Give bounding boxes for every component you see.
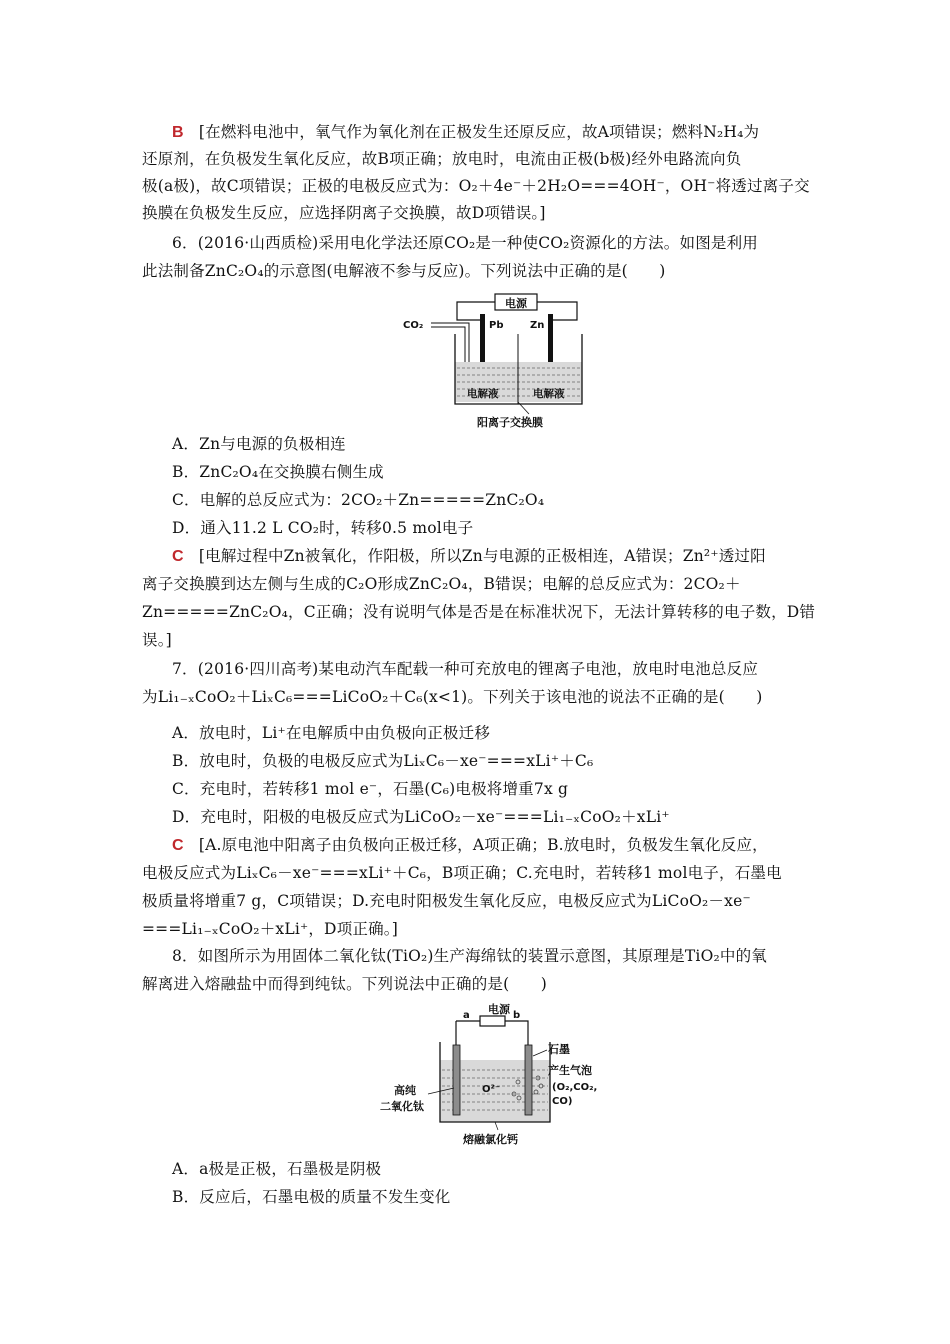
membrane-label: 阳离子交换膜 xyxy=(477,416,543,429)
option-6a: A．Zn与电源的负极相连 xyxy=(172,435,346,453)
option-7d: D．充电时，阳极的电极反应式为LiCoO₂－xe⁻===Li₁₋ₓCoO₂＋xLi⁺ xyxy=(172,808,670,826)
text-line: 极质量将增重7 g，C项错误；D.充电时阳极发生氧化反应，电极反应式为LiCoO₂－xe⁻ xyxy=(142,892,751,910)
tio2-label-1: 高纯 xyxy=(394,1084,416,1097)
text-line: 为Li₁₋ₓCoO₂＋LiₓC₆===LiCoO₂＋C₆(x<1)。下列关于该电池的说法不正确的是( ) xyxy=(142,688,763,706)
text-line: 电极反应式为LiₓC₆－xe⁻===xLi⁺＋C₆，B项正确；C.充电时，若转移1 mol电子，石墨电 xyxy=(142,864,782,882)
option-8a: A．a极是正极，石墨极是阴极 xyxy=(172,1160,382,1178)
tio2-label-2: 二氧化钛 xyxy=(380,1100,424,1113)
b-label: b xyxy=(513,1010,521,1021)
pb-label: Pb xyxy=(489,320,504,331)
answer-letter: C xyxy=(172,548,184,565)
a-label: a xyxy=(463,1010,470,1021)
text-line: ===Li₁₋ₓCoO₂＋xLi⁺，D项正确。] xyxy=(142,920,398,938)
text-line: 此法制备ZnC₂O₄的示意图(电解液不参与反应)。下列说法中正确的是( ) xyxy=(142,262,666,280)
option-7b: B．放电时，负极的电极反应式为LiₓC₆－xe⁻===xLi⁺＋C₆ xyxy=(172,752,594,770)
text-line: 换膜在负极发生反应，应选择阴离子交换膜，故D项错误。] xyxy=(142,204,546,222)
text-line: B [在燃料电池中，氧气作为氧化剂在正极发生还原反应，故A项错误；燃料N₂H₄为 xyxy=(172,123,760,141)
power-label-2: 电源 xyxy=(488,1003,510,1016)
gases-label-2: CO) xyxy=(552,1096,573,1107)
electrolyte-right-label: 电解液 xyxy=(533,388,565,400)
electrolyte-left-label: 电解液 xyxy=(467,388,499,400)
text-line: Zn=====ZnC₂O₄，C正确；没有说明气体是否是在标准状况下，无法计算转移的电子数，D错 xyxy=(142,603,816,621)
text-line: 离子交换膜到达左侧与生成的C₂O形成ZnC₂O₄，B错误；电解的总反应式为：2CO₂＋ xyxy=(142,575,741,593)
text-line: 还原剂，在负极发生氧化反应，故B项正确；放电时，电流由正极(b极)经外电路流向负 xyxy=(142,150,742,168)
option-7a: A．放电时，Li⁺在电解质中由负极向正极迁移 xyxy=(172,724,491,742)
question-7-stem: 7．(2016·四川高考)某电动汽车配载一种可充放电的锂离子电池，放电时电池总反应 xyxy=(172,660,759,678)
question-8-stem: 8．如图所示为用固体二氧化钛(TiO₂)生产海绵钛的装置示意图，其原理是TiO₂中的氧 xyxy=(172,947,767,965)
text-line: C [A.原电池中阳离子由负极向正极迁移，A项正确；B.放电时，负极发生氧化反应， xyxy=(172,836,768,854)
power-label: 电源 xyxy=(505,297,527,310)
option-7c: C．充电时，若转移1 mol e⁻，石墨(C₆)电极将增重7x g xyxy=(172,780,569,798)
text-line: 极(a极)，故C项错误；正极的电极反应式为：O₂＋4e⁻＋2H₂O===4OH⁻，OH⁻将透过离子交 xyxy=(142,177,810,195)
option-6b: B．ZnC₂O₄在交换膜右侧生成 xyxy=(172,463,384,481)
option-6d: D．通入11.2 L CO₂时，转移0.5 mol电子 xyxy=(172,519,474,537)
option-6c: C．电解的总反应式为：2CO₂＋Zn=====ZnC₂O₄ xyxy=(172,491,545,509)
answer-letter: C xyxy=(172,837,184,854)
ion-label: O²⁻ xyxy=(482,1084,501,1095)
co2-label: CO₂ xyxy=(403,320,424,331)
text-line: 解离进入熔融盐中而得到纯钛。下列说法中正确的是( ) xyxy=(142,975,547,993)
text-line: C [电解过程中Zn被氧化，作阳极，所以Zn与电源的正极相连，A错误；Zn²⁺透过阳 xyxy=(172,547,766,565)
text-line: 误。] xyxy=(142,631,172,649)
bubbles-label: 产生气泡 xyxy=(548,1064,592,1077)
electrolysis-figure-1 xyxy=(395,290,595,430)
zn-label: Zn xyxy=(530,320,545,331)
answer-letter: B xyxy=(172,124,184,141)
graphite-label: 石墨 xyxy=(548,1043,570,1056)
question-6-stem: 6．(2016·山西质检)采用电化学法还原CO₂是一种使CO₂资源化的方法。如图是利用 xyxy=(172,234,758,252)
electrolysis-figure-2 xyxy=(368,1000,628,1150)
salt-label: 熔融氯化钙 xyxy=(463,1133,518,1146)
gases-label-1: (O₂,CO₂, xyxy=(552,1082,598,1093)
option-8b: B．反应后，石墨电极的质量不发生变化 xyxy=(172,1188,451,1206)
